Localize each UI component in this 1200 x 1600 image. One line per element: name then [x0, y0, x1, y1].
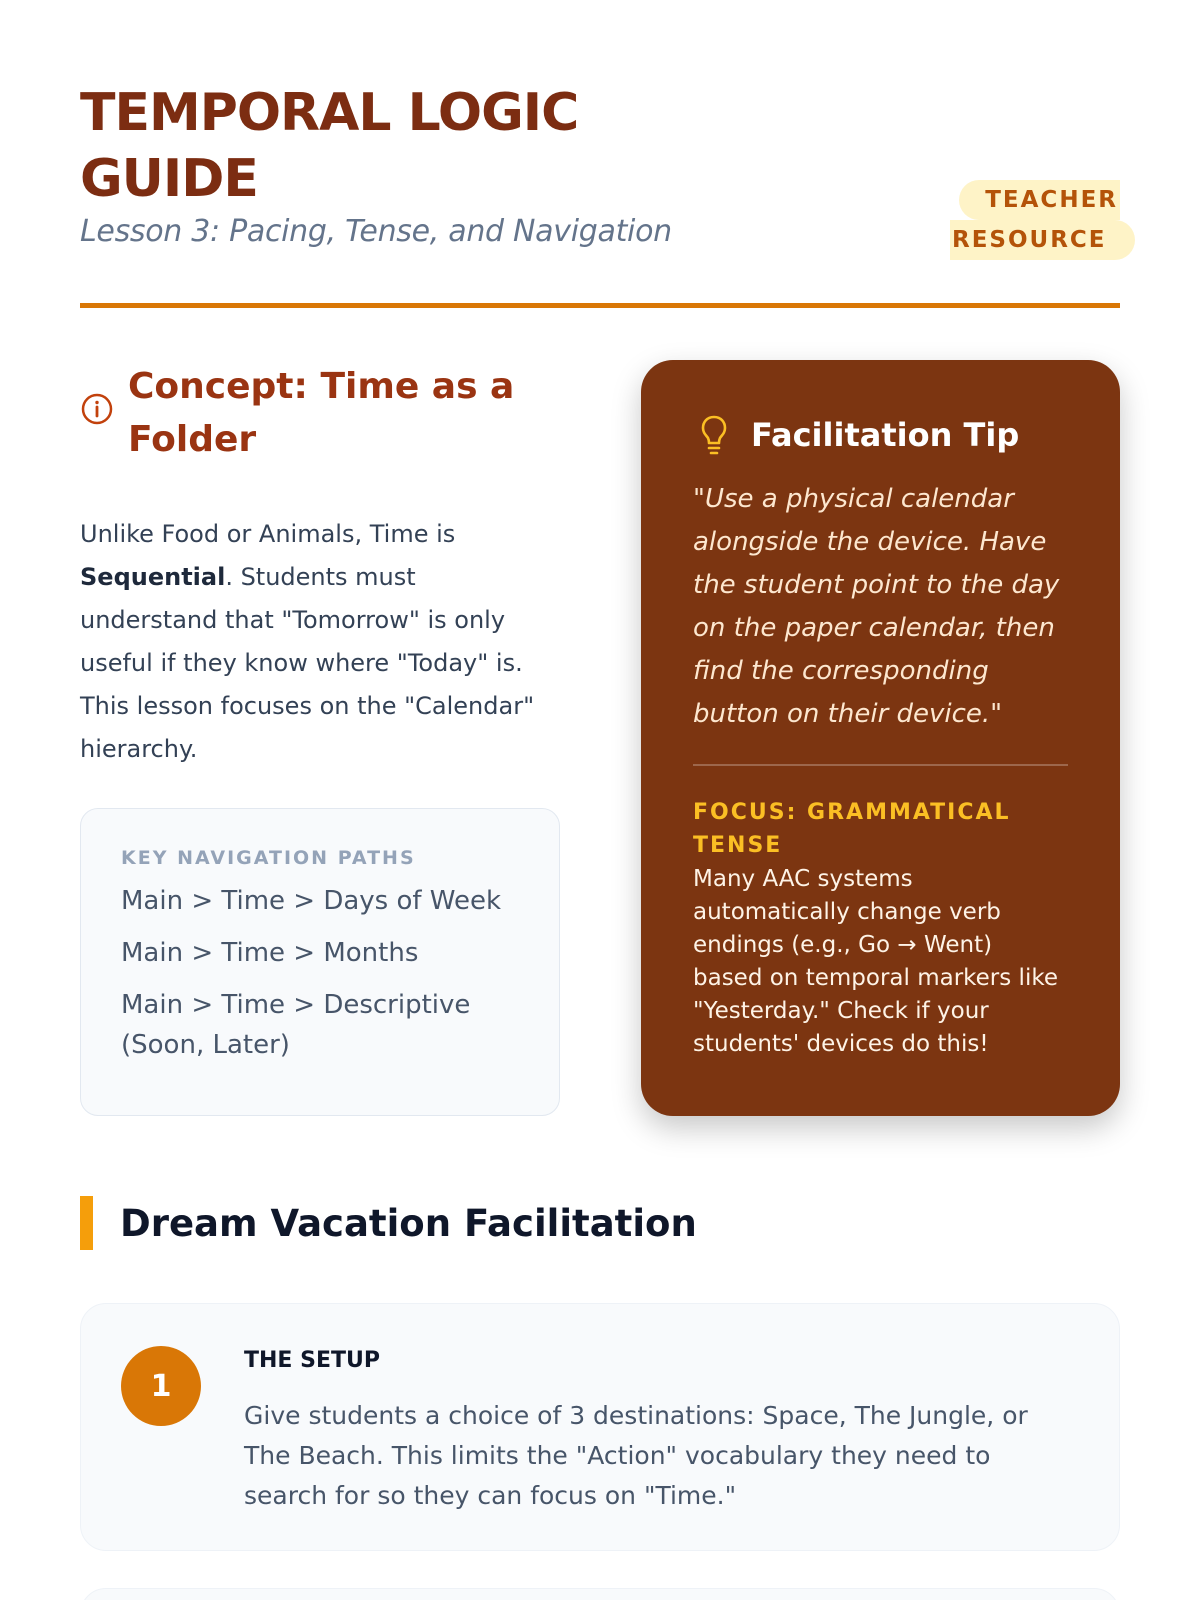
navigation-path-item: Main > Time > Months — [121, 938, 419, 968]
focus-body: Many AAC systems automatically change verb endings (e.g., Go → Went) based on temporal markers like "Yesterday." Check if your students' devices do this! — [693, 865, 1058, 1057]
next-step-card — [80, 1588, 1120, 1600]
section-heading — [80, 1196, 697, 1250]
navigation-path-item: Main > Time > Days of Week — [121, 886, 502, 916]
page-title: TEMPORAL LOGIC GUIDE — [80, 83, 579, 209]
step-body: Give students a choice of 3 destinations: Space, The Jungle, or The Beach. This limits the "Action" vocabulary they need to search for so they can focus on "Time." — [244, 1401, 1028, 1510]
teacher-resource-badge — [950, 180, 1120, 260]
page-header — [80, 80, 1120, 308]
concept-body-start: Unlike Food or Animals, Time is — [80, 520, 456, 548]
step-number-badge: 1 — [121, 1346, 201, 1426]
navigation-paths-box — [80, 808, 560, 1116]
concept-body-emphasis: Sequential — [80, 563, 226, 591]
facilitation-tip-card — [641, 360, 1120, 1116]
section-accent-bar — [80, 1196, 93, 1250]
step-title: THE SETUP — [244, 1348, 380, 1373]
navigation-path-item: Main > Time > Descriptive (Soon, Later) — [121, 990, 471, 1060]
page-subtitle: Lesson 3: Pacing, Tense, and Navigation — [80, 214, 672, 249]
tip-heading — [693, 414, 1068, 456]
concept-title: Concept: Time as a Folder — [128, 366, 515, 460]
focus-label: FOCUS: GRAMMATICAL TENSE — [693, 799, 1011, 858]
concept-section — [80, 360, 560, 771]
navigation-paths-label: KEY NAVIGATION PATHS — [121, 847, 416, 869]
tip-quote: "Use a physical calendar alongside the device. Have the student point to the day on the paper calendar, then find the corresponding button on their device." — [693, 484, 1060, 729]
concept-heading — [80, 360, 560, 466]
step-card — [80, 1303, 1120, 1551]
concept-body-end: . Students must understand that "Tomorrow" is only useful if they know where "Today" is. This lesson focuses on the "Calendar" hierarchy. — [80, 563, 535, 763]
section-title: Dream Vacation Facilitation — [120, 1201, 697, 1245]
badge-line-1: TEACHER — [959, 180, 1120, 220]
concept-body — [80, 513, 560, 771]
lightbulb-icon — [699, 414, 729, 456]
tip-divider — [693, 764, 1068, 766]
info-icon — [80, 392, 114, 426]
tip-title: Facilitation Tip — [751, 416, 1020, 454]
badge-line-2: RESOURCE — [950, 220, 1135, 260]
